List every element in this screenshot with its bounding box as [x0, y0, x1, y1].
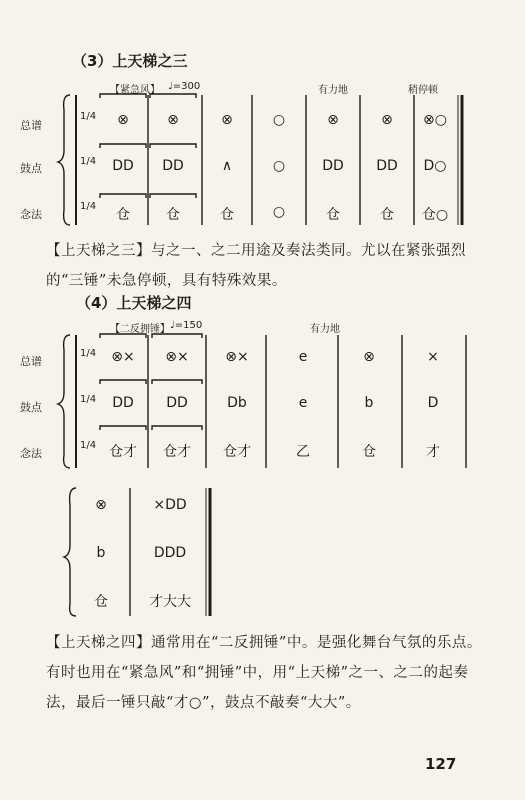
- note-cell: 仓: [326, 207, 340, 223]
- note-cell: 仓○: [421, 207, 449, 223]
- section3-annotation-2: 稍停顿: [408, 85, 438, 96]
- note-cell: ⊗○: [423, 112, 447, 128]
- section4-annotation-1: 有力地: [310, 324, 340, 335]
- note-cell: ∧: [221, 158, 233, 174]
- time-signature: 1/4: [80, 394, 97, 405]
- note-cell: b: [96, 545, 106, 561]
- note-cell: ⊗: [381, 112, 393, 128]
- time-signature: 1/4: [80, 156, 97, 167]
- row-label: 鼓点: [20, 401, 42, 414]
- note-cell: 仓才: [109, 444, 137, 460]
- time-signature: 1/4: [80, 201, 97, 212]
- note-cell: DD: [112, 158, 134, 174]
- note-cell: ⊗: [117, 112, 129, 128]
- time-signature: 1/4: [80, 111, 97, 122]
- row-label: 总谱: [20, 355, 42, 368]
- note-cell: 仓才: [223, 444, 251, 460]
- note-cell: Db: [227, 395, 247, 411]
- section4-tempo-value: ♩=150: [170, 320, 203, 331]
- note-cell: DD: [112, 395, 134, 411]
- note-cell: ⊗: [167, 112, 179, 128]
- note-cell: DDD: [153, 545, 187, 561]
- section3-annotation-1: 有力地: [318, 85, 348, 96]
- section3-tempo-value: ♩=300: [168, 81, 201, 92]
- note-cell: 仓: [116, 207, 130, 223]
- note-cell: ⊗: [327, 112, 339, 128]
- section3-tempo-label: 【紧急风】: [110, 85, 160, 96]
- row-label: 鼓点: [20, 162, 42, 175]
- section4-paragraph: 【上天梯之四】通常用在“二反拥锤”中。是强化舞台气氛的乐点。有时也用在“紧急风”和“拥锤”中，用“上天梯”之一、之二的起奏法，最后一锤只敲“才○”，鼓点不敲奏“大大”。: [46, 635, 482, 711]
- note-cell: D: [427, 395, 439, 411]
- note-cell: ⊗×: [111, 349, 135, 365]
- note-cell: 才大大: [149, 594, 191, 610]
- note-cell: DD: [162, 158, 184, 174]
- note-cell: ⊗: [95, 497, 107, 513]
- note-cell: 仓才: [163, 444, 191, 460]
- note-cell: ⊗: [363, 349, 375, 365]
- note-cell: 才: [426, 444, 440, 460]
- note-cell: DD: [322, 158, 344, 174]
- note-cell: ○: [272, 112, 286, 128]
- note-cell: 仓: [166, 207, 180, 223]
- row-label: 念法: [20, 447, 42, 460]
- note-cell: e: [298, 395, 308, 411]
- note-cell: 乙: [296, 444, 310, 460]
- note-cell: DD: [376, 158, 398, 174]
- section3-paragraph: 【上天梯之三】与之一、之二用途及奏法类同。尤以在紧张强烈的“三锤”未急停顿，具有特殊效果。: [46, 243, 466, 289]
- note-cell: ⊗×: [225, 349, 249, 365]
- note-cell: 仓: [362, 444, 376, 460]
- note-cell: ○: [272, 204, 286, 220]
- section3-heading: （3）上天梯之三: [72, 52, 188, 70]
- note-cell: DD: [166, 395, 188, 411]
- note-cell: b: [364, 395, 374, 411]
- note-cell: 仓: [380, 207, 394, 223]
- row-label: 念法: [20, 208, 42, 221]
- note-cell: ×: [427, 349, 439, 365]
- section4-tempo-label: 【二反拥锤】: [110, 324, 170, 335]
- note-cell: 仓: [94, 594, 108, 610]
- time-signature: 1/4: [80, 348, 97, 359]
- note-cell: ⊗: [221, 112, 233, 128]
- note-cell: ×DD: [153, 497, 187, 513]
- note-cell: e: [298, 349, 308, 365]
- note-cell: ○: [272, 158, 286, 174]
- time-signature: 1/4: [80, 440, 97, 451]
- section4-heading: （4）上天梯之四: [76, 294, 192, 312]
- page-number: 127: [425, 755, 457, 773]
- note-cell: ⊗×: [165, 349, 189, 365]
- note-cell: 仓: [220, 207, 234, 223]
- note-cell: D○: [423, 158, 447, 174]
- row-label: 总谱: [20, 119, 42, 132]
